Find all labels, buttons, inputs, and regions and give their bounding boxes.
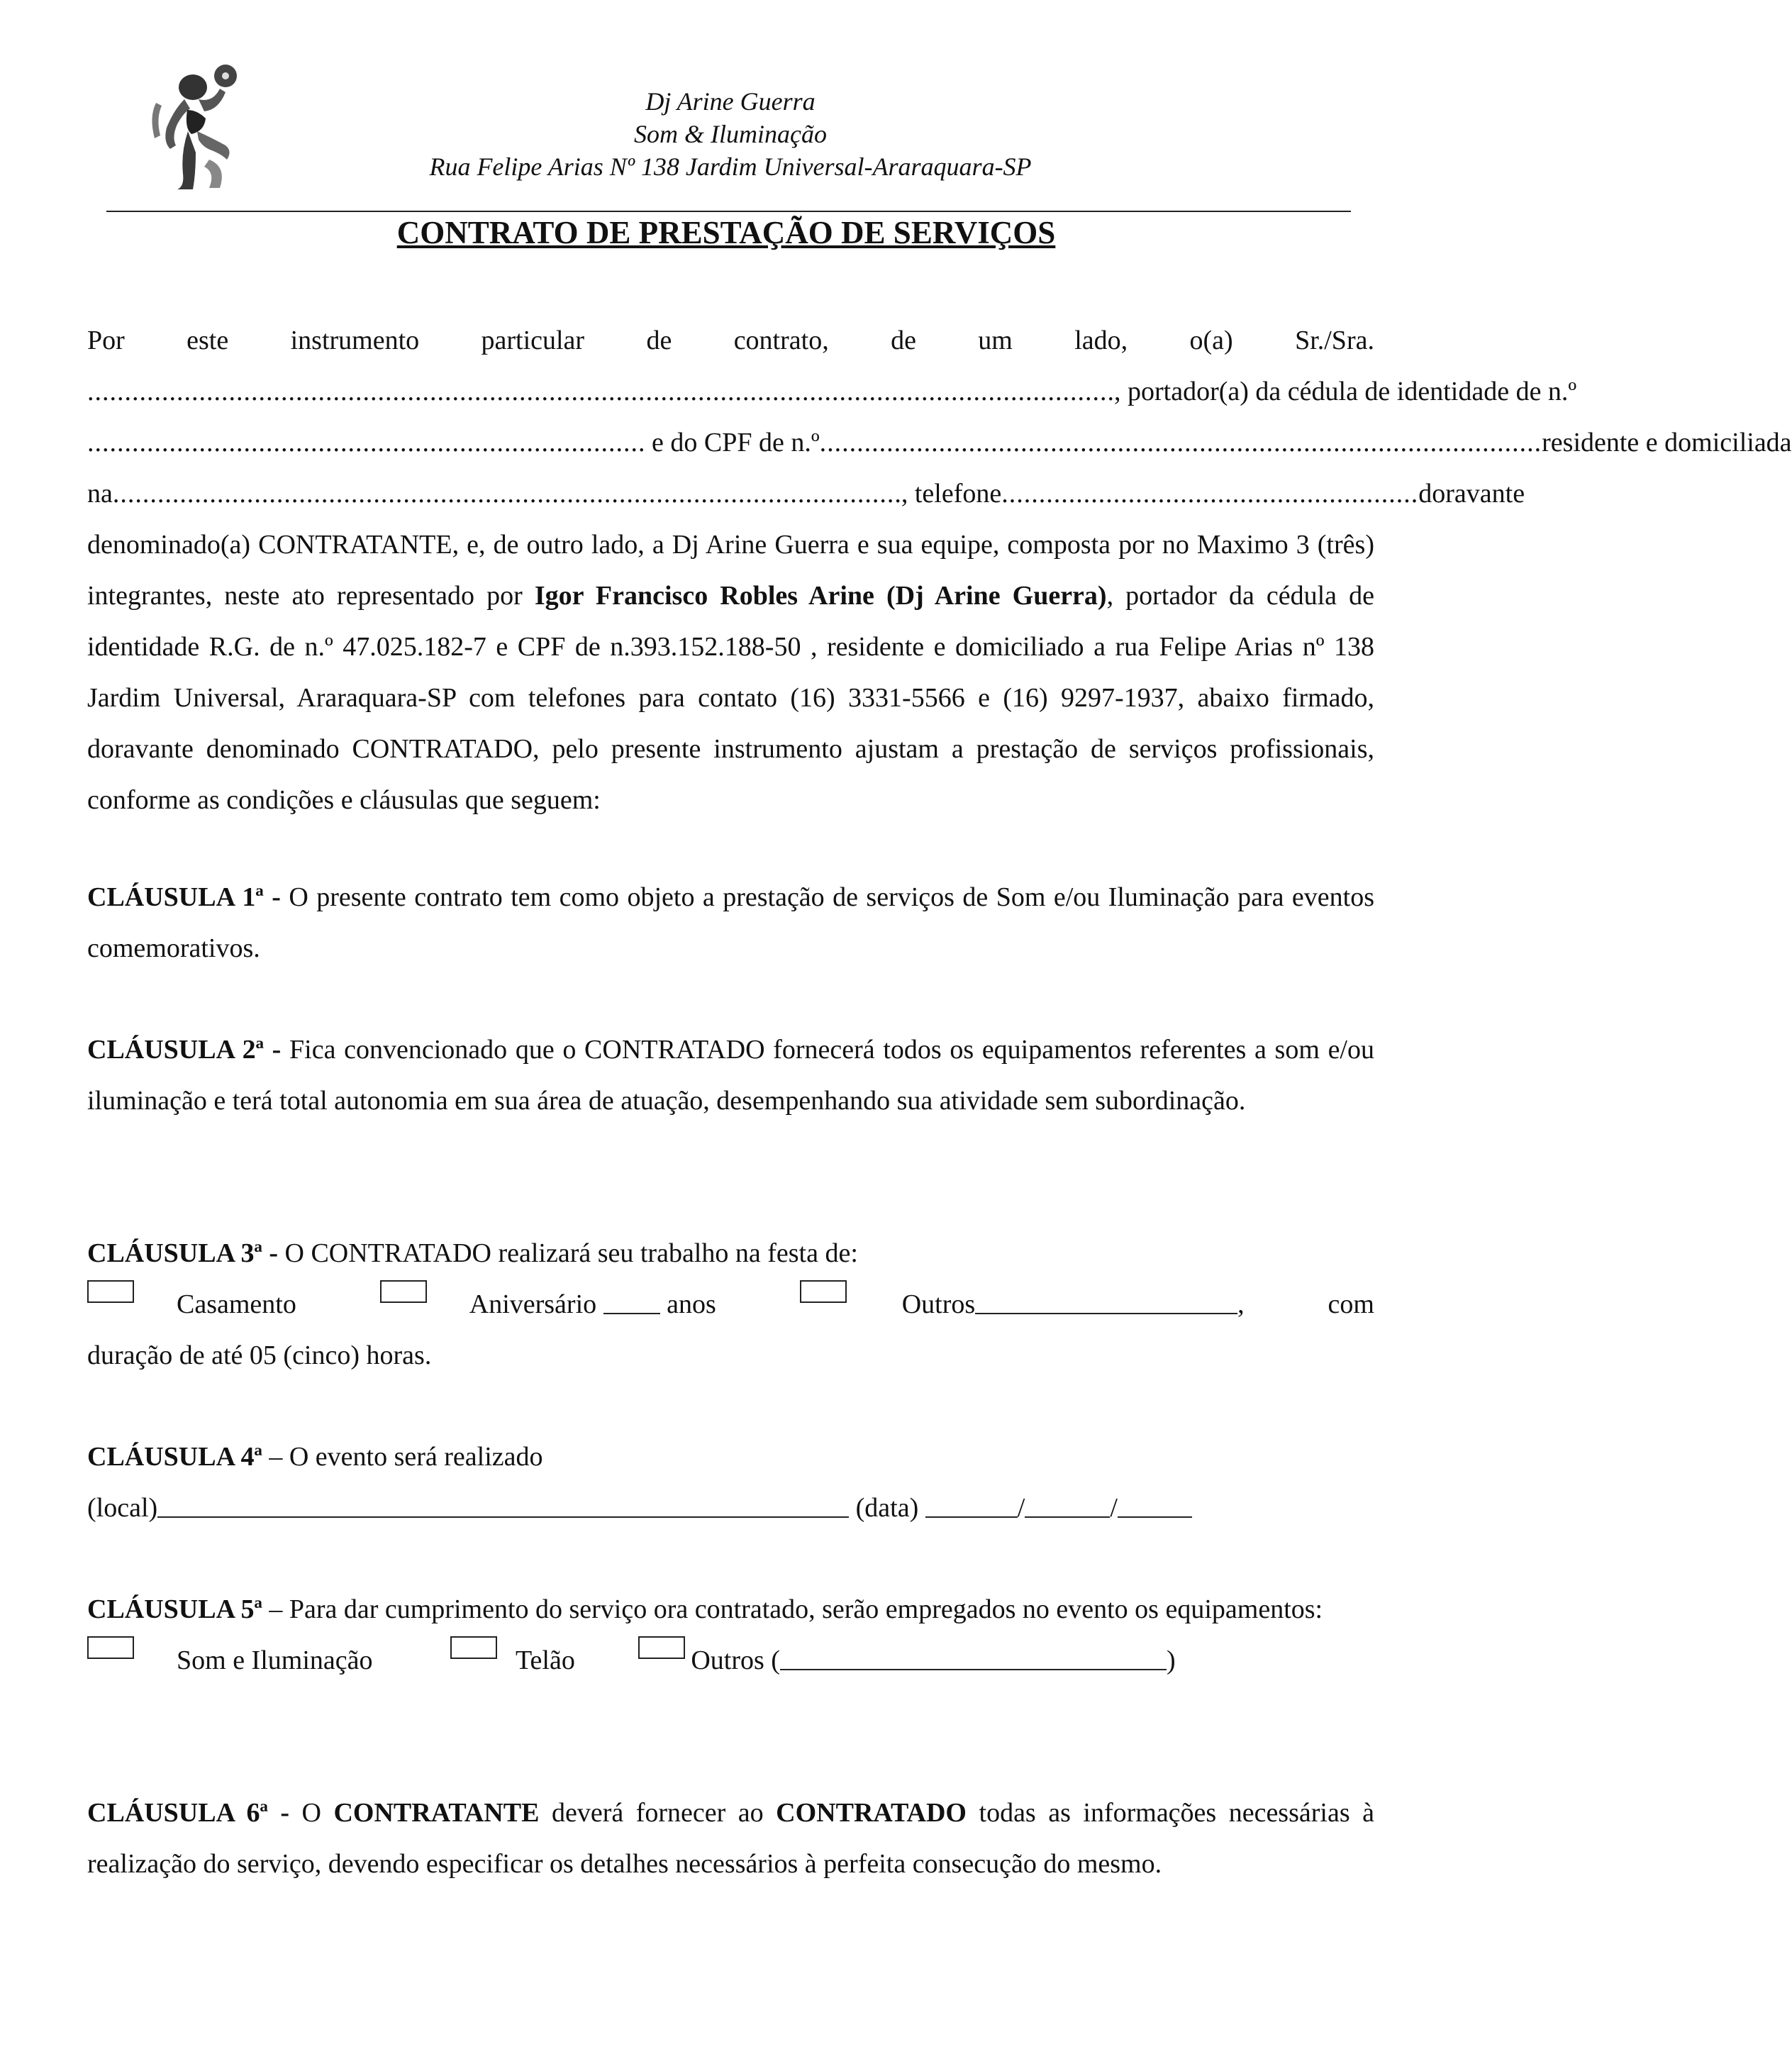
intro-line-4: na ......................................................................................................... ., telefone ........................................................ doravante: [87, 468, 1374, 519]
local-field[interactable]: [157, 1495, 849, 1518]
clausula-4: CLÁUSULA 4ª – O evento será realizado (local) (data) / /: [87, 1431, 1374, 1533]
letterhead: [255, 85, 1206, 183]
aniversario-checkbox[interactable]: [380, 1280, 427, 1303]
intro-rest: denominado(a) CONTRATANTE, e, de outro lado, a Dj Arine Guerra e sua equipe, composta por no Maximo 3 (três) integrantes, neste ato representado por Igor Francisco Robles Arine (Dj Arine Guerra), portador da cédula de identidade R.G. de n.º 47.025.182-7 e CPF de n.393.152.188-50 , residente e domiciliado a rua Felipe Arias nº 138 Jardim Universal, Araraquara-SP com telefones para contato (16) 3331-5566 e (16) 9297-1937, abaixo firmado, doravante denominado CONTRATADO, pelo presente instrumento ajustam a prestação de serviços profissionais, conforme as condições e cláusulas que seguem:: [87, 530, 1374, 815]
clausula-6: CLÁUSULA 6ª - O CONTRATANTE deverá fornecer ao CONTRATADO todas as informações necessárias à realização do serviço, devendo especificar os detalhes necessários à perfeita consecução do mesmo.: [87, 1798, 1374, 1879]
date-day-field[interactable]: [925, 1495, 1018, 1518]
name-blank-field[interactable]: .........................................................................................................................................: [87, 377, 1108, 406]
date-month-field[interactable]: [1025, 1495, 1110, 1518]
outros-checkbox[interactable]: [800, 1280, 847, 1303]
intro-line-3: .......................................................................... . e do CPF de n.º ................................................................................................. residente e domiciliada: [87, 417, 1374, 468]
clausula-3: CLÁUSULA 3ª - O CONTRATADO realizará seu trabalho na festa de: Casamento Aniversário anos Outros , com duração de até 05 (cinco) horas.: [87, 1238, 1374, 1370]
outros-equipment-checkbox[interactable]: [638, 1636, 685, 1659]
anos-field[interactable]: [603, 1292, 660, 1314]
clausula-1: CLÁUSULA 1ª - O presente contrato tem como objeto a prestação de serviços de Som e/ou Iluminação para eventos comemorativos.: [87, 882, 1374, 963]
outros-event-field[interactable]: [975, 1292, 1237, 1314]
address-blank-field[interactable]: .........................................................................................................: [112, 479, 895, 509]
date-year-field[interactable]: [1118, 1495, 1192, 1518]
event-type-options: Casamento Aniversário anos Outros , com: [87, 1279, 1374, 1330]
intro-line-1: Por este instrumento particular de contrato, de um lado, o(a) Sr./Sra.: [87, 326, 1374, 355]
letterhead-name: Dj Arine Guerra: [645, 87, 816, 116]
intro-paragraph: [87, 315, 1792, 826]
clausula-2: CLÁUSULA 2ª - Fica convencionado que o CONTRATADO fornecerá todos os equipamentos referentes a som e/ou iluminação e terá total autonomia em sua área de atuação, desempenhando sua atividade sem subordinação.: [87, 1035, 1374, 1116]
intro-line-2: ......................................................................................................................................... ., portador(a) da cédula de identidade de n.º: [87, 366, 1374, 417]
phone-blank-field[interactable]: ........................................................: [1001, 479, 1419, 509]
rg-blank-field[interactable]: ..........................................................................: [87, 428, 638, 457]
equipment-options: Som e Iluminação Telão Outros ( ): [87, 1635, 1374, 1686]
letterhead-address: Rua Felipe Arias Nº 138 Jardim Universal-Araraquara-SP: [429, 152, 1032, 181]
letterhead-subtitle: Som & Iluminação: [634, 120, 827, 148]
cpf-blank-field[interactable]: .................................................................................................: [819, 428, 1542, 457]
som-iluminacao-checkbox[interactable]: [87, 1636, 134, 1659]
dj-figure-logo-icon: [142, 60, 248, 191]
telao-checkbox[interactable]: [450, 1636, 497, 1659]
clausula-5: CLÁUSULA 5ª – Para dar cumprimento do serviço ora contratado, serão empregados no evento os equipamentos: Som e Iluminação Telão Outros ( ): [87, 1584, 1374, 1686]
outros-equipment-field[interactable]: [780, 1648, 1167, 1670]
casamento-checkbox[interactable]: [87, 1280, 134, 1303]
page-title: CONTRATO DE PRESTAÇÃO DE SERVIÇOS: [396, 215, 1056, 250]
